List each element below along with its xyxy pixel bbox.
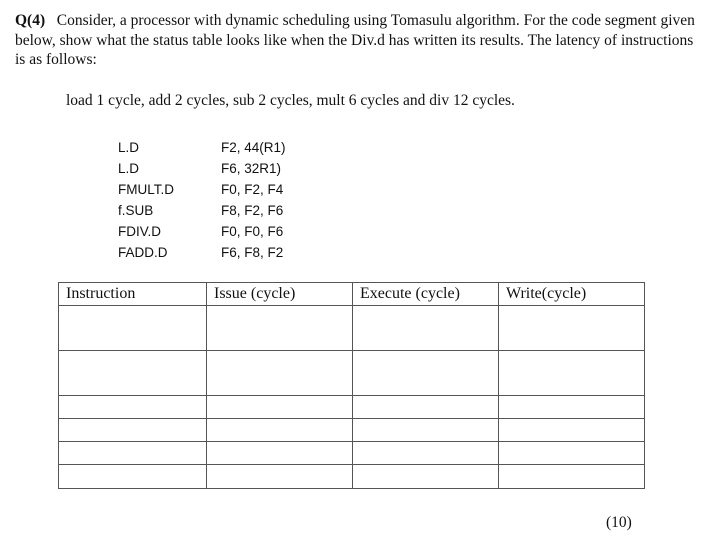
table-cell [207, 351, 353, 396]
table-cell [207, 419, 353, 442]
table-row [59, 465, 645, 489]
table-row [59, 306, 645, 351]
question-paragraph [15, 11, 705, 70]
table-cell [499, 306, 645, 351]
header-write: Write(cycle) [499, 283, 645, 306]
table-cell [353, 442, 499, 465]
code-opcode: L.D [118, 140, 140, 155]
code-opcode: f.SUB [118, 203, 154, 218]
table-header-row [59, 283, 645, 306]
table-cell [59, 396, 207, 419]
table-cell [207, 465, 353, 489]
table-cell [499, 351, 645, 396]
header-execute: Execute (cycle) [353, 283, 499, 306]
code-operands: F8, F2, F6 [221, 203, 284, 218]
code-opcode: FDIV.D [118, 224, 162, 239]
table-cell [499, 396, 645, 419]
table-cell [353, 396, 499, 419]
table-cell [59, 351, 207, 396]
code-operands: F6, 32R1) [221, 161, 282, 176]
table-cell [207, 306, 353, 351]
table-row [59, 442, 645, 465]
question-text: Consider, a processor with dynamic scheduling using Tomasulu algorithm. For the code segment given below, show what the status table looks like when the Div.d has written its results. The latency of instructions is as follows: [15, 12, 695, 68]
table-cell [59, 306, 207, 351]
table-cell [499, 419, 645, 442]
code-operands: F0, F0, F6 [221, 224, 284, 239]
status-table [58, 282, 645, 489]
latency-description: load 1 cycle, add 2 cycles, sub 2 cycles, mult 6 cycles and div 12 cycles. [66, 92, 515, 109]
points-value: (10) [606, 514, 632, 531]
table-cell [353, 351, 499, 396]
header-instruction: Instruction [59, 283, 207, 306]
code-operands: F2, 44(R1) [221, 140, 286, 155]
question-number: Q(4) [15, 12, 46, 29]
table-cell [499, 442, 645, 465]
table-cell [59, 442, 207, 465]
table-cell [353, 306, 499, 351]
table-row [59, 396, 645, 419]
table-cell [207, 396, 353, 419]
table-cell [353, 419, 499, 442]
table-row [59, 419, 645, 442]
table-cell [207, 442, 353, 465]
table-cell [59, 465, 207, 489]
code-opcode: L.D [118, 161, 140, 176]
table-row [59, 351, 645, 396]
code-operands: F0, F2, F4 [221, 182, 284, 197]
code-opcode: FADD.D [118, 245, 168, 260]
table-cell [499, 465, 645, 489]
code-opcode: FMULT.D [118, 182, 174, 197]
table-cell [59, 419, 207, 442]
code-operands: F6, F8, F2 [221, 245, 284, 260]
header-issue: Issue (cycle) [207, 283, 353, 306]
table-cell [353, 465, 499, 489]
